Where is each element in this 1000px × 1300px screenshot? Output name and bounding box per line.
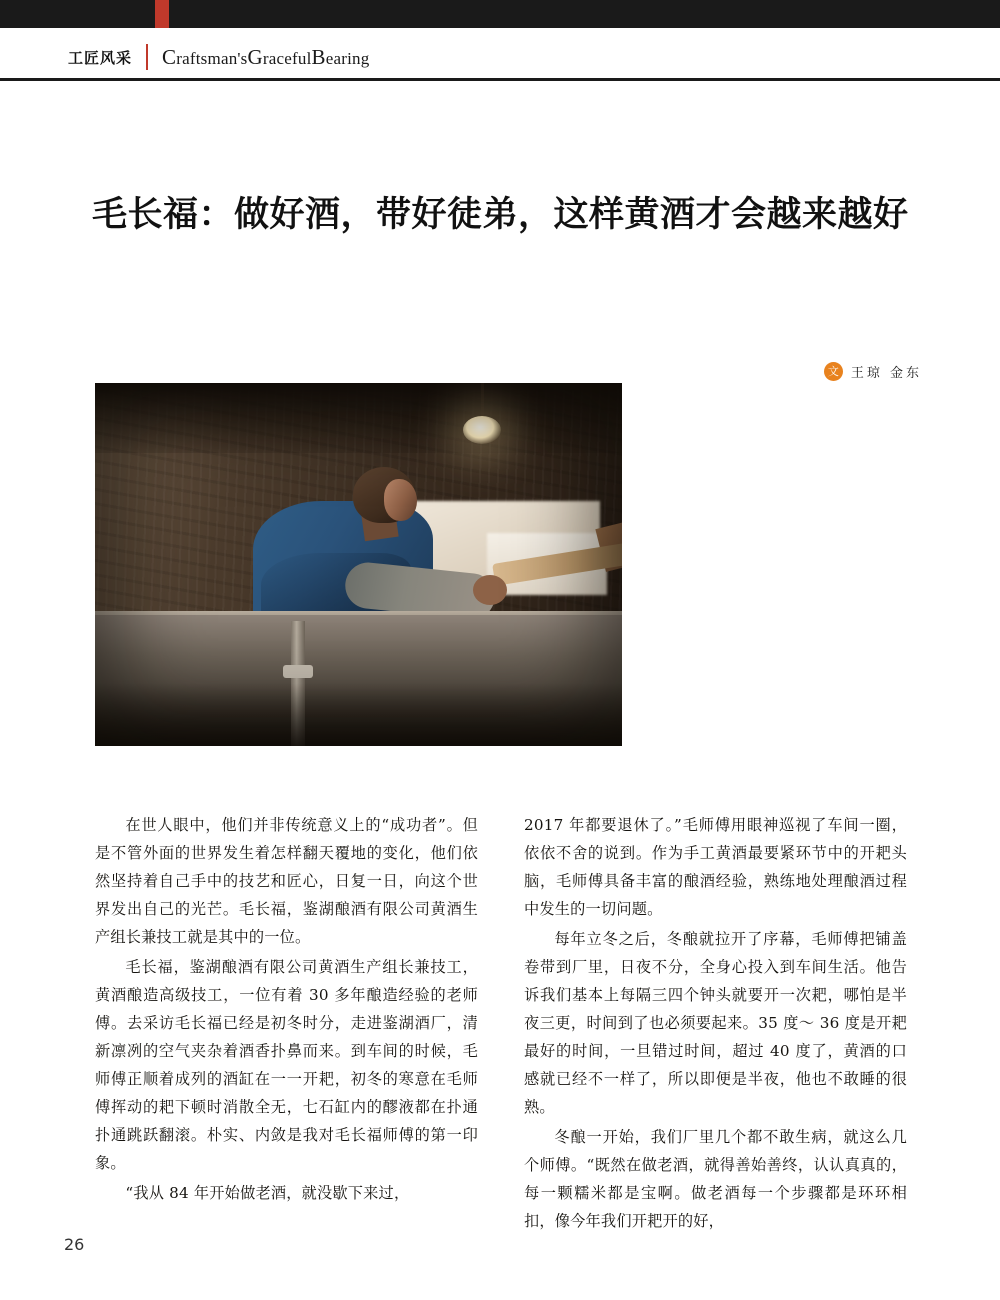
article-body — [95, 812, 907, 1238]
body-column-left — [95, 812, 478, 1238]
article-photo — [95, 383, 622, 746]
paragraph: 2017 年都要退休了。”毛师傅用眼神巡视了车间一圈，依依不舍的说到。作为手工黄酒最要紧环节中的开耙头脑，毛师傅具备丰富的酿酒经验，熟练地处理酿酒过程中发生的一切问题。 — [524, 816, 907, 918]
header-divider — [146, 44, 148, 70]
byline — [824, 362, 922, 381]
paragraph: “我从 84 年开始做老酒，就没歇下来过， — [125, 1183, 410, 1202]
photo-vignette — [95, 383, 622, 746]
top-band-red-accent — [155, 0, 169, 28]
section-title-en: Craftsman'sGracefulBearing — [162, 44, 370, 69]
page-title: 毛长福：做好酒，带好徒弟，这样黄酒才会越来越好 — [92, 195, 909, 236]
section-title-cn: 工匠风采 — [68, 48, 133, 67]
paragraph: 在世人眼中，他们并非传统意义上的“成功者”。但是不管外面的世界发生着怎样翻天覆地的变化，他们依然坚持着自己手中的技艺和匠心，日复一日，向这个世界发出自己的光芒。毛长福，鉴湖酿酒有限公司黄酒生产组长兼技工就是其中的一位。 — [95, 816, 478, 946]
page-number: 26 — [64, 1235, 85, 1254]
body-column-right — [524, 812, 907, 1238]
paragraph: 冬酿一开始，我们厂里几个都不敢生病，就这么几个师傅。“既然在做老酒，就得善始善终，认认真真的，每一颗糯米都是宝啊。做老酒每一个步骤都是环环相扣，像今年我们开耙开的好， — [524, 1127, 907, 1230]
author-names: 王琼 金东 — [850, 366, 922, 381]
top-black-band — [0, 0, 1000, 28]
section-header — [68, 40, 369, 74]
paragraph: 毛长福，鉴湖酿酒有限公司黄酒生产组长兼技工，黄酒酿造高级技工，一位有着 30 多年酿造经验的老师傅。去采访毛长福已经是初冬时分，走进鉴湖酒厂，清新凛冽的空气夹杂着酒香扑鼻而来。到车间的时候，毛师傅正顺着成列的酒缸在一一开耙，初冬的寒意在毛师傅挥动的耙下顿时消散全无，七石缸内的醪液都在扑通扑通跳跃翻滚。朴实、内敛是我对毛长福师傅的第一印象。 — [95, 957, 478, 1172]
author-badge-icon: 文 — [824, 362, 843, 381]
header-rule — [0, 78, 1000, 81]
paragraph: 每年立冬之后，冬酿就拉开了序幕，毛师傅把铺盖卷带到厂里，日夜不分，全身心投入到车间生活。他告诉我们基本上每隔三四个钟头就要开一次耙，哪怕是半夜三更，时间到了也必须要起来。35 度～ 36 度是开耙最好的时间，一旦错过时间，超过 40 度了，黄酒的口感就已经不一样了，所以即便是半夜，他也不敢睡的很熟。 — [524, 929, 907, 1116]
